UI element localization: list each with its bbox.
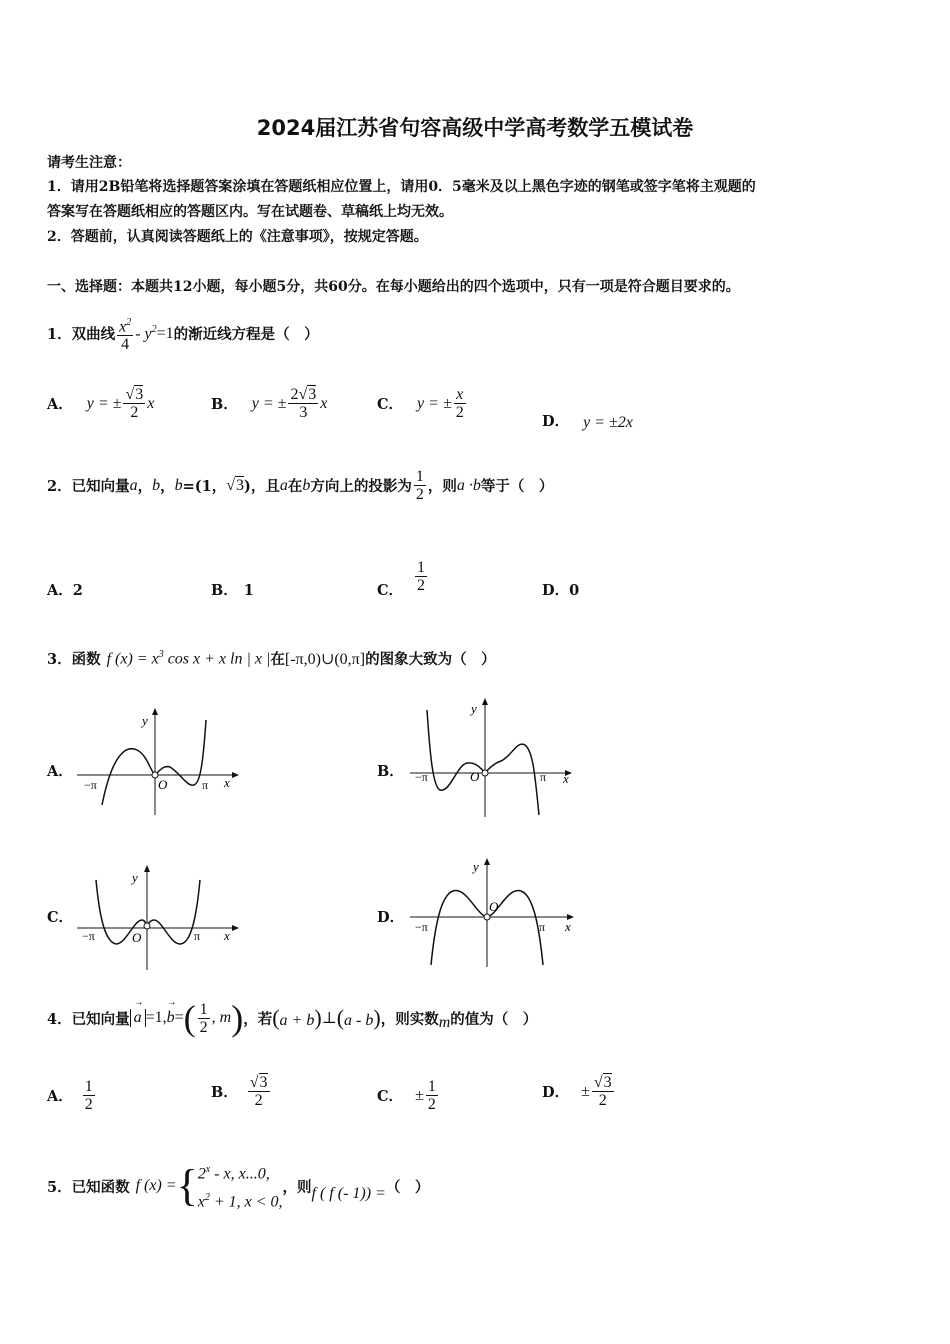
graph-b[interactable] [405,695,580,820]
q5-ff: f ( f (- 1)) = [311,1185,386,1203]
q4-eq2: = [174,1009,184,1026]
q5-suffix: （ ） [385,1178,430,1196]
q1-prefix: 1．双曲线 [47,326,116,344]
x-axis-arrow [232,772,239,778]
question-1 [47,314,319,353]
option-label: A． [47,1088,73,1105]
q4-option-c[interactable] [377,1078,440,1113]
option-fraction: $\frac{x}{2}$ [455,386,464,421]
notice-line1: 1．请用2B铅笔将选择题答案涂填在答题纸相应位置上，请用0．5毫米及以上黑色字迹的钢笔或签字笔将主观题的 [47,179,756,195]
q2-vector-a: a [279,476,288,494]
q5-then: ，则 [282,1178,312,1196]
q1-option-b[interactable] [211,386,327,421]
option-label: D． [542,582,570,599]
q4-if: ，若 [243,1010,273,1028]
q1-suffix: 的渐近线方程是（ ） [173,326,319,344]
neg-pi-label: −π [415,920,428,934]
q4-then: ，则实数 [380,1010,439,1028]
q2-eq: =(1， [182,478,227,495]
option-fraction: $\frac{2√3}{3}$ [290,386,317,421]
q4-option-d[interactable] [542,1074,616,1109]
y-label: y [473,859,479,874]
q2-proj-fraction: $\frac{1}{2}$ [415,468,424,503]
q4-option-b[interactable] [211,1074,272,1109]
notice-line2: 2．答题前，认真阅读答题纸上的《注意事项》，按规定答题。 [47,229,428,245]
o-label: O [489,899,499,914]
q1-frac-den: 4 [121,336,130,354]
q2-vector-a: a [129,476,138,494]
q1-fraction: $\frac{x^2}{4}$ [117,314,133,353]
q4-paren-left: ( [183,998,196,1038]
q4-suffix: 的值为（ ） [450,1010,538,1028]
q4-cond1: (a + b) [272,1005,322,1030]
q5-brace: { [176,1161,198,1211]
q2-suffix: 等于（ ） [480,478,554,495]
neg-pi-label: −π [415,770,428,784]
q2-vector-b: b [152,476,161,494]
option-label: A． [47,582,73,599]
pi-label: π [202,778,209,792]
pi-label: π [539,920,546,934]
option-label: B． [211,396,238,413]
q2-close: )，且 [243,478,280,495]
option-fraction: $\frac{√3}{2}$ [593,1074,612,1109]
option-label: D． [542,1084,570,1101]
section-heading: 一、选择题：本题共12小题，每小题5分，共60分。在每小题给出的四个选项中，只有一项是符合题目要求的。 [47,279,740,295]
y-axis-arrow [152,708,158,715]
y-axis-arrow [484,858,490,865]
option-label: B． [211,1084,238,1101]
q2-prefix: 2．已知向量 [47,478,130,495]
q4-vector-b: → b [166,997,177,1026]
option-y: y = ± [251,394,287,412]
notice-line1b: 答案写在答题纸相应的答题区内。写在试题卷、草稿纸上均无效。 [47,204,453,220]
q1-eq-rest: - $y^2$ [135,324,157,343]
option-label: D． [542,412,570,430]
q1-option-d[interactable] [542,408,633,432]
q2-comma: ， [137,478,153,495]
q4-m: , m [211,1009,232,1026]
notice-heading: 请考生注意： [47,155,131,171]
option-fraction: $\frac{√3}{2}$ [125,386,144,421]
q2-option-d[interactable] [542,579,579,600]
pi-label: π [540,770,547,784]
q3-option-c[interactable]: C． [47,909,74,926]
q5-cases [198,1158,283,1215]
q1-frac-num: x [119,318,127,336]
q3-option-a[interactable]: A． [47,763,73,780]
q2-sqrt: √3 [226,476,244,494]
option-value: 2 [72,582,83,599]
option-value: 1 [243,582,254,599]
q5-case1: 2$^x$ - x, x...0, [197,1164,270,1183]
q3-function: f $(x) = x^3$ cos x + x ln | x | [106,648,271,668]
q4-prefix: 4．已知向量 [47,1010,130,1028]
graph-c[interactable] [72,862,242,974]
option-label: B． [211,582,238,599]
q1-eq-end: =1 [156,324,174,342]
q4-paren-right: ) [231,998,244,1038]
q5-f: f (x) = [135,1177,177,1195]
x-label: x [224,928,230,943]
question-5 [47,1158,429,1215]
q5-case2: $x^2 + 1$, x < 0, [197,1192,283,1211]
graph-d[interactable] [405,855,580,973]
origin-hole [484,914,490,920]
option-value: 0 [569,582,580,599]
origin-hole [144,923,150,929]
q4-perp: ⊥ [321,1010,337,1027]
q2-vector-b: b [302,476,311,494]
q4-var: m [438,1014,451,1031]
option-x: x [147,394,155,412]
q2-dot-product: a ·b [456,476,481,494]
option-y: y = ± [417,394,452,412]
y-label: y [471,701,477,716]
curve [102,720,209,805]
neg-pi-label: −π [84,778,97,792]
q4-abs-a: → a [130,1009,146,1027]
q2-option-c[interactable] [377,553,429,600]
option-label: C． [377,582,404,599]
x-label: x [565,919,571,934]
o-label: O [132,930,142,945]
q4-option-a[interactable] [47,1078,97,1113]
q4-eq1: =1, [145,1009,167,1026]
option-pm: ± [581,1082,590,1100]
q2-option-b[interactable] [211,579,254,600]
question-4 [47,998,537,1038]
neg-pi-label: −π [82,929,95,943]
y-label: y [142,713,148,728]
q4-fraction: $\frac{1}{2}$ [199,1000,208,1036]
option-pm: ± [415,1086,424,1104]
option-label: C． [377,1088,404,1105]
origin-hole [482,770,488,776]
q2-then: ，则 [427,478,457,495]
option-y: y = ± [86,394,122,412]
q3-prefix: 3．函数 [47,651,101,668]
q2-proj: 方向上的投影为 [310,478,412,495]
q1-option-c[interactable] [377,386,468,421]
q2-mid: 在 [287,478,303,495]
x-label: x [563,771,569,786]
o-label: O [158,777,168,792]
q3-option-b[interactable]: B． [377,763,404,780]
option-fraction: $\frac{√3}{2}$ [249,1074,268,1109]
x-axis-arrow [232,925,239,931]
curve [96,880,200,944]
q5-prefix: 5．已知函数 [47,1178,130,1196]
option-x: x [320,394,328,412]
q3-option-d[interactable]: D． [377,909,405,926]
y-axis-arrow [144,865,150,872]
q3-suffix: 的图象大致为（ ） [365,651,496,668]
q2-comma: ， [160,478,175,495]
q4-cond2: (a - b) [336,1005,381,1030]
curve [427,710,539,815]
question-3 [47,648,496,669]
y-label: y [132,870,138,885]
option-fraction: $\frac{1}{2}$ [427,1078,436,1113]
option-label: C． [377,396,404,413]
pi-label: π [194,929,201,943]
question-2 [47,468,553,503]
option-fraction: $\frac{1}{2}$ [84,1078,93,1113]
q3-domain: [-π,0)∪(0,π] [284,650,366,668]
option-value: y = ±2x [583,414,633,431]
y-axis-arrow [482,698,488,705]
q1-option-a[interactable] [47,386,154,421]
o-label: O [470,769,480,784]
x-label: x [224,775,230,790]
option-fraction: $\frac{1}{2}$ [417,559,426,594]
q3-in: 在 [270,651,285,668]
graph-a[interactable] [72,705,242,820]
page-title: 2024届江苏省句容高级中学高考数学五模试卷 [256,116,694,140]
option-label: A． [47,396,73,413]
q2-vector-b: b [174,476,183,494]
q2-option-a[interactable] [47,579,83,600]
